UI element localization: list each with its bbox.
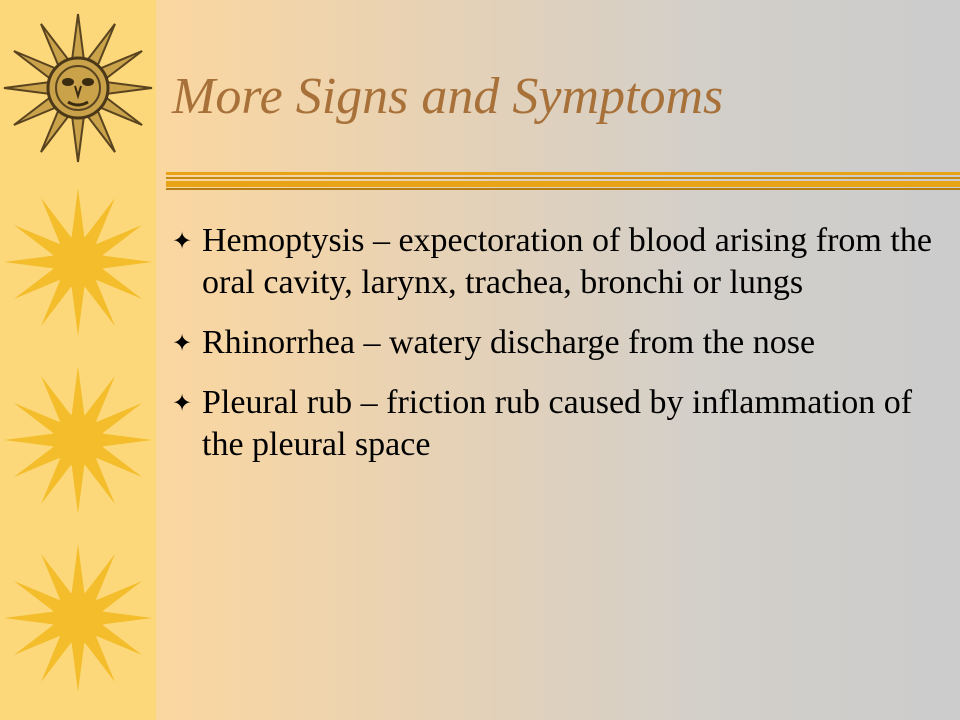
sun-icon [4, 188, 152, 336]
bullet-item [172, 382, 942, 466]
bullet-text: Pleural rub – friction rub caused by inflammation of the pleural space [202, 384, 913, 463]
sun-icon [4, 544, 152, 692]
sun-face-icon [4, 14, 152, 162]
bullet-item [172, 322, 942, 364]
decorative-sidebar [0, 0, 156, 720]
sun-decoration-strip [0, 0, 156, 720]
star-bullet-icon: ✦ [172, 329, 193, 357]
sun-icon [4, 366, 152, 514]
star-bullet-icon: ✦ [172, 227, 193, 255]
bullet-text: Hemoptysis – expectoration of blood arising from the oral cavity, larynx, trachea, bronchi or lungs [202, 222, 932, 301]
bullet-text: Rhinorrhea – watery discharge from the nose [202, 324, 816, 361]
star-bullet-icon: ✦ [172, 389, 193, 417]
bullet-list [172, 220, 942, 484]
bullet-item [172, 220, 942, 304]
slide-title: More Signs and Symptoms [172, 68, 724, 125]
title-divider [166, 172, 960, 192]
